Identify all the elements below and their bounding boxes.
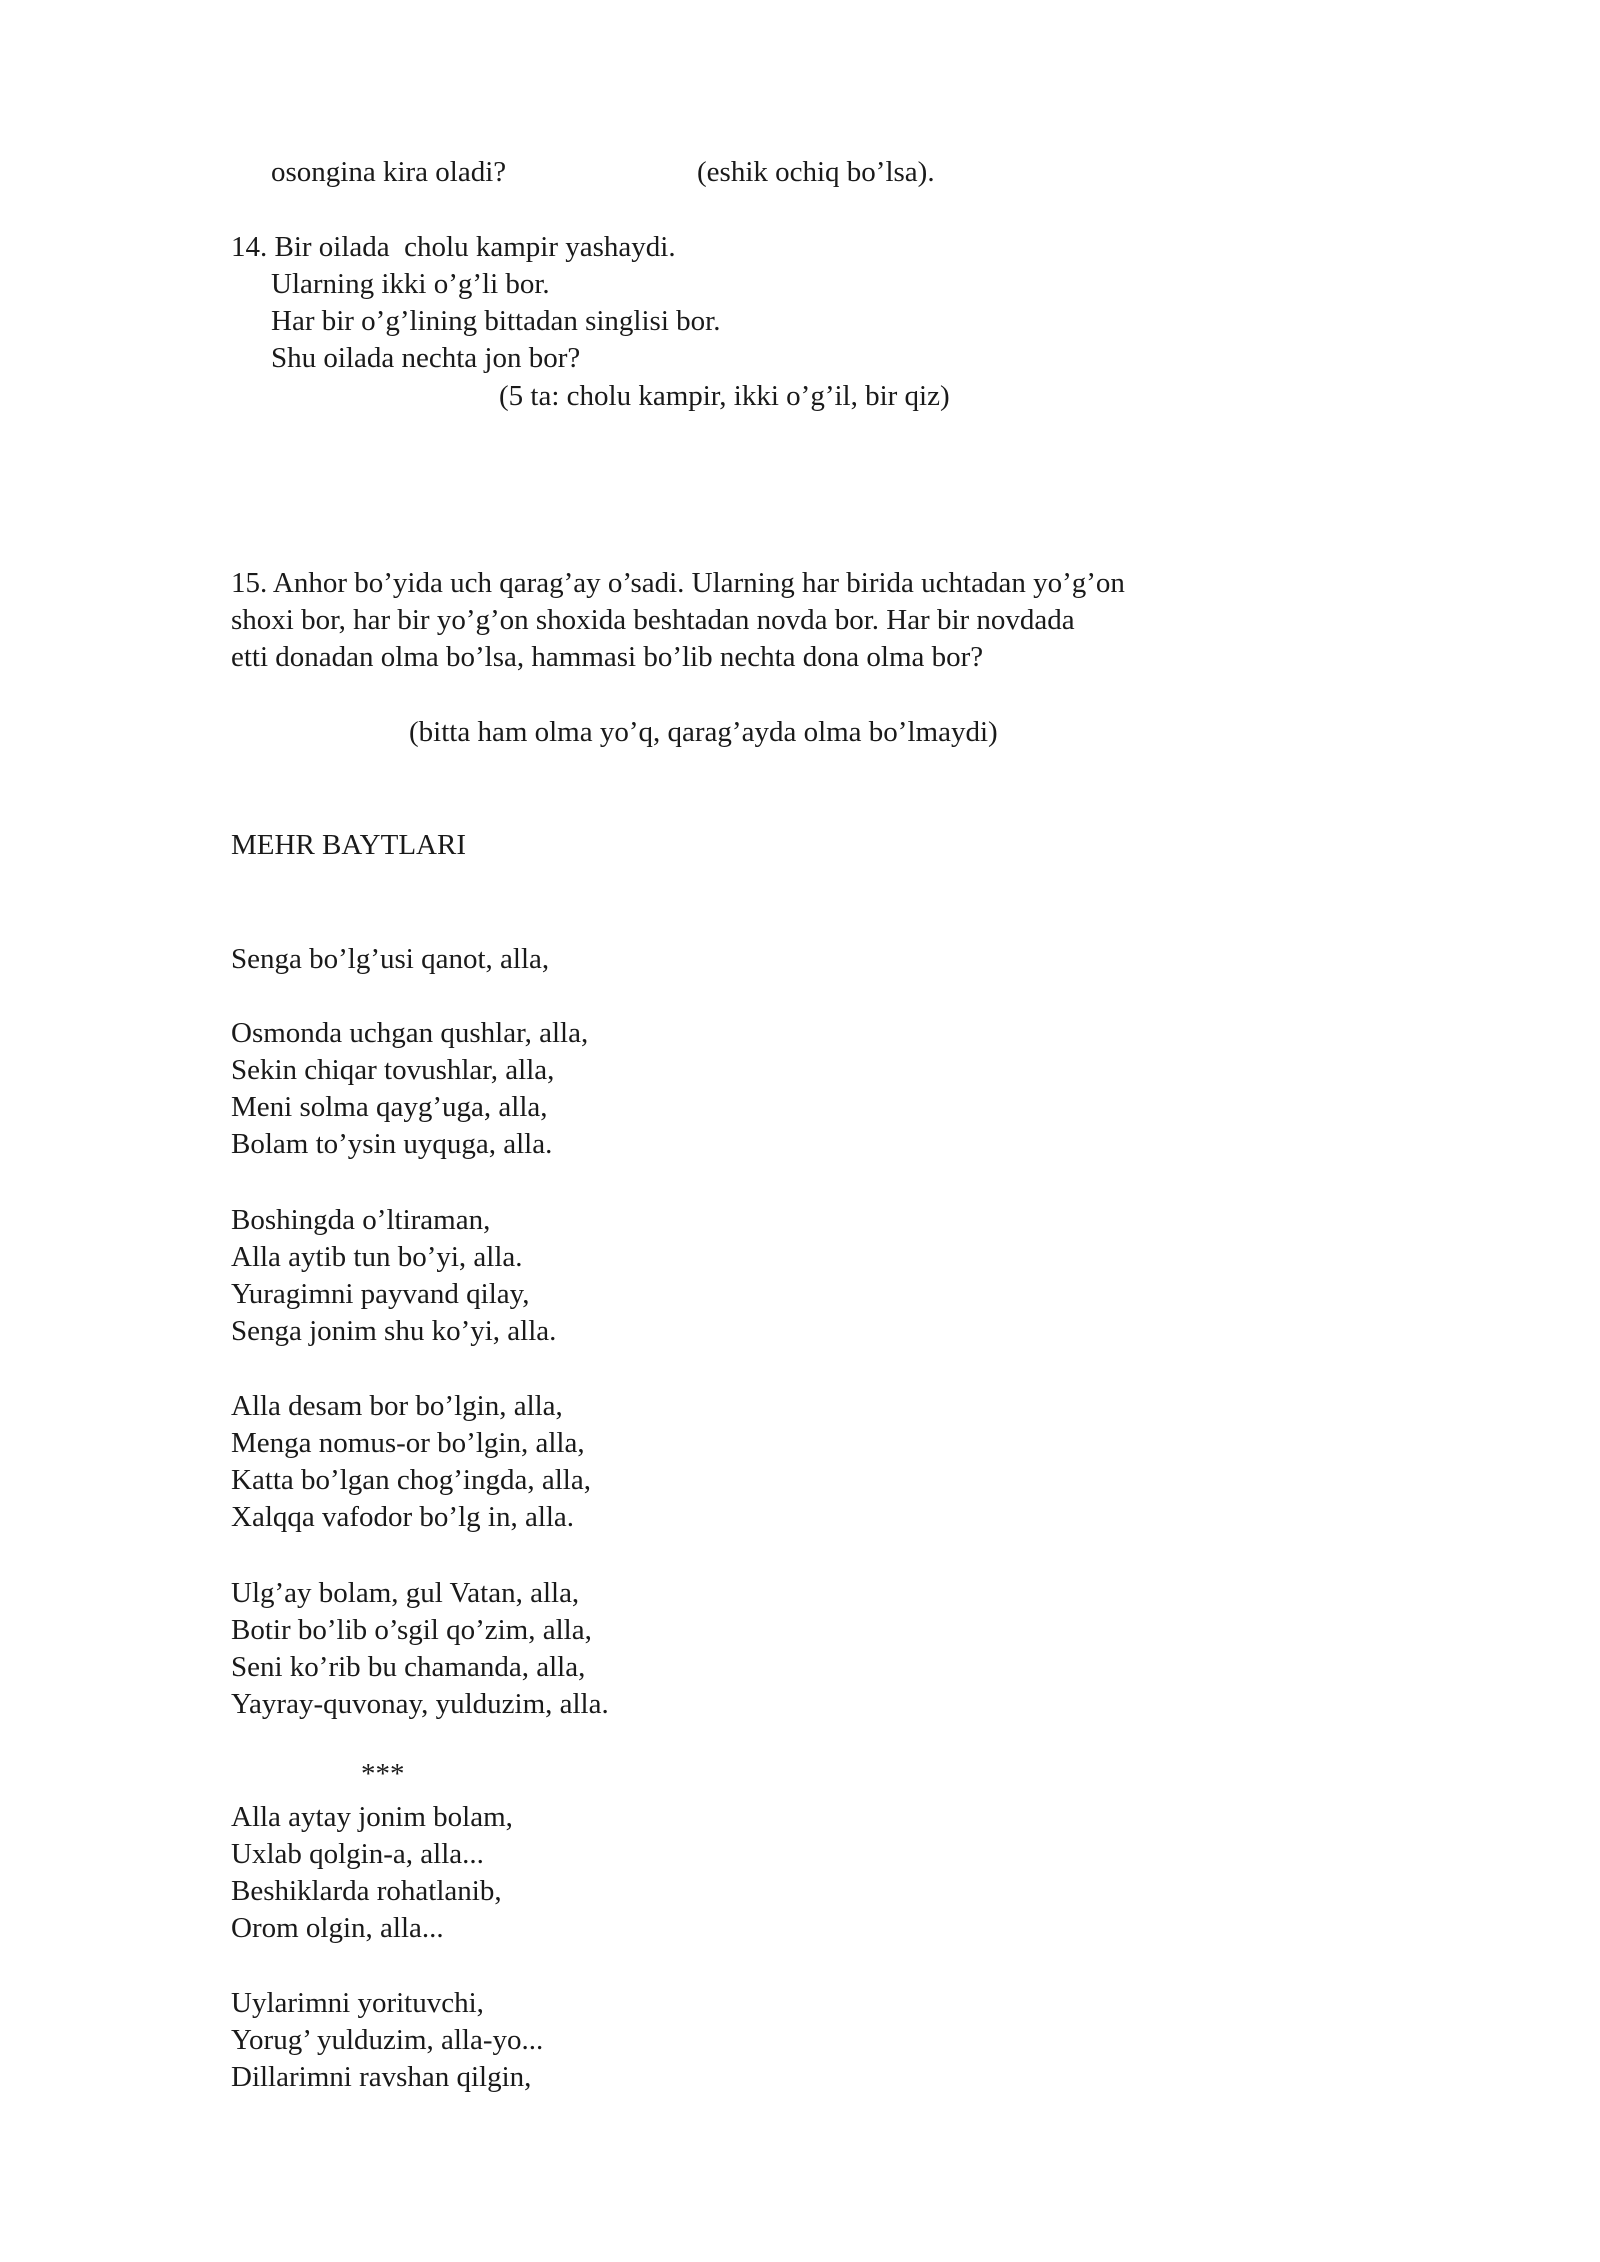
poem-line: Katta bo’lgan chog’ingda, alla, [231, 1464, 591, 1496]
riddle15-line: etti donadan olma bo’lsa, hammasi bo’lib nechta dona olma bor? [231, 641, 984, 673]
poem-line: Alla aytib tun bo’yi, alla. [231, 1241, 523, 1273]
poem-line: Yayray-quvonay, yulduzim, alla. [231, 1688, 609, 1720]
riddle13-line: osongina kira oladi? [271, 156, 507, 188]
poem-line: Yorug’ yulduzim, alla-yo... [231, 2024, 544, 2056]
poem-line: Sekin chiqar tovushlar, alla, [231, 1054, 555, 1086]
poem-line: Senga bo’lg’usi qanot, alla, [231, 943, 550, 975]
poem-line: Uxlab qolgin-a, alla... [231, 1838, 484, 1870]
riddle14-line: Shu oilada nechta jon bor? [271, 342, 581, 374]
poem-line: Orom olgin, alla... [231, 1912, 444, 1944]
riddle15-line: shoxi bor, har bir yo’g’on shoxida beshtadan novda bor. Har bir novdada [231, 604, 1075, 636]
poem-line: Uylarimni yorituvchi, [231, 1987, 484, 2019]
poem-line: Meni solma qayg’uga, alla, [231, 1091, 548, 1123]
riddle13-answer: (eshik ochiq bo’lsa). [697, 156, 935, 188]
riddle15-answer: (bitta ham olma yo’q, qarag’ayda olma bo’lmaydi) [409, 716, 998, 748]
poem-line: Alla aytay jonim bolam, [231, 1801, 513, 1833]
poem-line: Beshiklarda rohatlanib, [231, 1875, 502, 1907]
poem-line: Seni ko’rib bu chamanda, alla, [231, 1651, 586, 1683]
poem-line: Menga nomus-or bo’lgin, alla, [231, 1427, 585, 1459]
riddle15-line: 15. Anhor bo’yida uch qarag’ay o’sadi. Ularning har birida uchtadan yo’g’on [231, 567, 1125, 599]
poem-line: Osmonda uchgan qushlar, alla, [231, 1017, 589, 1049]
stanza-separator: *** [361, 1758, 405, 1790]
poem-line: Senga jonim shu ko’yi, alla. [231, 1315, 557, 1347]
riddle14-answer: (5 ta: cholu kampir, ikki o’g’il, bir qiz) [499, 380, 950, 412]
poem-line: Boshingda o’ltiraman, [231, 1204, 491, 1236]
poem-line: Botir bo’lib o’sgil qo’zim, alla, [231, 1614, 592, 1646]
poem-line: Ulg’ay bolam, gul Vatan, alla, [231, 1577, 580, 1609]
section-title: MEHR BAYTLARI [231, 829, 466, 861]
riddle14-line: 14. Bir oilada cholu kampir yashaydi. [231, 231, 676, 263]
poem-line: Yuragimni payvand qilay, [231, 1278, 530, 1310]
poem-line: Dillarimni ravshan qilgin, [231, 2061, 532, 2093]
poem-line: Xalqqa vafodor bo’lg in, alla. [231, 1501, 575, 1533]
riddle14-line: Har bir o’g’lining bittadan singlisi bor. [271, 305, 721, 337]
riddle14-line: Ularning ikki o’g’li bor. [271, 268, 550, 300]
poem-line: Alla desam bor bo’lgin, alla, [231, 1390, 563, 1422]
poem-line: Bolam to’ysin uyquga, alla. [231, 1128, 553, 1160]
